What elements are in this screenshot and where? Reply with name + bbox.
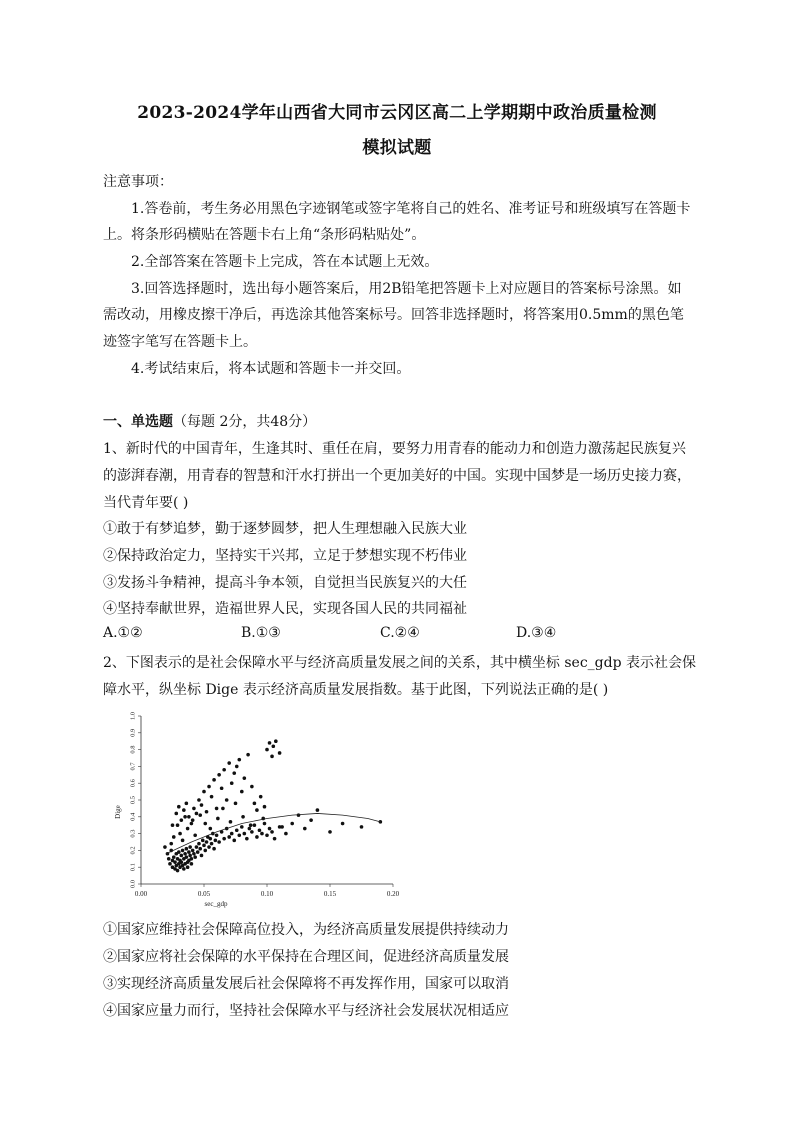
- data-point: [177, 805, 181, 809]
- question-1-stem: 当代青年要( ): [103, 495, 189, 511]
- data-point: [173, 860, 177, 864]
- data-point: [186, 865, 190, 869]
- question-1-stem: 的澎湃春潮，用青春的智慧和汗水打拼出一个更加美好的中国。实现中国梦是一场历史接力赛，: [103, 468, 691, 484]
- data-point: [227, 761, 231, 765]
- data-point: [186, 827, 190, 831]
- data-point: [216, 817, 220, 821]
- data-point: [198, 813, 202, 817]
- data-point: [273, 837, 277, 841]
- data-point: [234, 802, 238, 806]
- data-point: [263, 805, 267, 809]
- y-tick-label: 0.3: [129, 829, 137, 838]
- section-title: 一、单选题: [103, 414, 173, 430]
- data-point: [181, 849, 185, 853]
- data-point: [172, 835, 176, 839]
- notice-line: 1.答卷前，考生务必用黑色字迹钢笔或签字笔将自己的姓名、准考证号和班级填写在答题卡: [131, 201, 691, 217]
- section-heading: [103, 411, 316, 431]
- data-point: [185, 855, 189, 859]
- data-point: [229, 820, 233, 824]
- data-point: [232, 771, 236, 775]
- question-1-choice-c[interactable]: C.②④: [380, 625, 420, 641]
- notice-line: 需改动，用橡皮擦干净后，再选涂其他答案标号。回答非选择题时，将答案用0.5mm的黑色笔: [103, 307, 684, 323]
- data-point: [272, 744, 276, 748]
- data-point: [253, 823, 257, 827]
- question-1-item: ①敢于有梦追梦，勤于逐梦圆梦，把人生理想融入民族大业: [103, 521, 467, 537]
- data-point: [237, 758, 241, 762]
- data-point: [225, 798, 229, 802]
- data-point: [174, 812, 178, 816]
- data-point: [176, 869, 180, 873]
- data-point: [290, 822, 294, 826]
- data-point: [202, 844, 206, 848]
- question-2-item: ①国家应维持社会保障高位投入，为经济高质量发展提供持续动力: [103, 922, 509, 938]
- data-point: [259, 795, 263, 799]
- data-point: [268, 741, 272, 745]
- data-point: [309, 818, 313, 822]
- notice-line: 上。将条形码横贴在答题卡右上角“条形码粘贴处”。: [103, 227, 426, 243]
- y-axis-label: Dige: [114, 805, 122, 819]
- data-point: [197, 842, 201, 846]
- data-point: [230, 832, 234, 836]
- data-point: [182, 867, 186, 871]
- data-point: [215, 807, 219, 811]
- data-point: [178, 832, 182, 836]
- data-point: [196, 850, 200, 854]
- data-point: [182, 808, 186, 812]
- x-tick-label: 0.10: [260, 890, 274, 898]
- data-point: [265, 748, 269, 752]
- data-point: [217, 840, 221, 844]
- y-tick-label: 0.6: [129, 779, 137, 788]
- data-point: [227, 835, 231, 839]
- data-point: [176, 823, 180, 827]
- data-point: [274, 739, 278, 743]
- data-point: [191, 818, 195, 822]
- exam-title-line2: 模拟试题: [362, 138, 432, 158]
- y-tick-label: 0.5: [129, 795, 137, 805]
- data-point: [203, 849, 207, 853]
- data-point: [209, 827, 213, 831]
- data-point: [163, 845, 167, 849]
- data-point: [200, 803, 204, 807]
- data-point: [220, 786, 224, 790]
- data-point: [205, 810, 209, 814]
- x-tick-label: 0.15: [323, 890, 337, 898]
- data-point: [268, 827, 272, 831]
- data-point: [265, 833, 269, 837]
- data-point: [195, 845, 199, 849]
- data-point: [180, 854, 184, 858]
- data-point: [205, 840, 209, 844]
- data-point: [328, 830, 332, 834]
- data-point: [250, 785, 254, 789]
- y-tick-label: 0.7: [129, 762, 137, 771]
- data-point: [212, 778, 216, 782]
- notice-line: 3.回答选择题时，选出每小题答案后，用2B铅笔把答题卡上对应题目的答案标号涂黑。如: [131, 281, 682, 297]
- data-point: [215, 833, 219, 837]
- fit-curve-line: [166, 813, 380, 853]
- data-point: [214, 839, 218, 843]
- data-point: [249, 823, 253, 827]
- data-point: [169, 842, 173, 846]
- question-1-item: ②保持政治定力，坚持实干兴邦，立足于梦想实现不朽伟业: [103, 548, 467, 564]
- y-tick-label: 0.2: [129, 846, 137, 855]
- data-point: [240, 825, 244, 829]
- data-point: [188, 845, 192, 849]
- data-point: [198, 847, 202, 851]
- data-point: [209, 837, 213, 841]
- exam-title-line1: 2023-2024学年山西省大同市云冈区高二上学期期中政治质量检测: [137, 103, 657, 123]
- y-tick-label: 0.1: [129, 863, 137, 872]
- y-tick-label: 0.8: [129, 745, 137, 754]
- data-point: [201, 839, 205, 843]
- data-point: [222, 837, 226, 841]
- data-point: [168, 862, 172, 866]
- data-point: [235, 765, 239, 769]
- data-point: [303, 827, 307, 831]
- data-point: [270, 830, 274, 834]
- data-point: [210, 795, 214, 799]
- x-axis-label: sec_gdp: [204, 900, 228, 908]
- data-point: [284, 832, 288, 836]
- data-point: [185, 802, 189, 806]
- data-point: [200, 854, 204, 858]
- data-point: [240, 790, 244, 794]
- data-point: [255, 835, 259, 839]
- data-point: [248, 827, 252, 831]
- data-point: [341, 822, 345, 826]
- notice-line: 4.考试结束后，将本试题和答题卡一并交回。: [131, 361, 411, 377]
- data-point: [230, 781, 234, 785]
- data-point: [245, 837, 249, 841]
- data-point: [360, 825, 364, 829]
- data-point: [210, 842, 214, 846]
- data-point: [187, 815, 191, 819]
- question-2-item: ②国家应将社会保障的水平保持在合理区间，促进经济高质量发展: [103, 949, 509, 965]
- data-point: [243, 832, 247, 836]
- data-point: [195, 812, 199, 816]
- data-point: [193, 833, 197, 837]
- data-point: [183, 852, 187, 856]
- data-point: [188, 854, 192, 858]
- x-tick-label: 0.05: [197, 890, 211, 898]
- question-1-choice-b[interactable]: B.①③: [241, 625, 281, 641]
- question-2-stem: 障水平，纵坐标 Dige 表示经济高质量发展指数。基于此图，下列说法正确的是( ): [103, 682, 609, 698]
- data-point: [250, 830, 254, 834]
- scatter-chart: [108, 708, 408, 914]
- x-tick-label: 0.00: [134, 890, 148, 898]
- data-point: [253, 802, 257, 806]
- data-point: [190, 862, 194, 866]
- question-1-item: ③发扬斗争精神，提高斗争本领，自觉担当民族复兴的大任: [103, 575, 467, 591]
- question-2-item: ④国家应量力而行，坚持社会保障水平与经济社会发展状况相适应: [103, 1003, 509, 1019]
- data-point: [207, 845, 211, 849]
- data-point: [222, 768, 226, 772]
- data-point: [255, 808, 259, 812]
- data-point: [187, 850, 191, 854]
- data-point: [246, 753, 250, 757]
- data-point: [190, 822, 194, 826]
- data-point: [207, 785, 211, 789]
- y-tick-label: 1.0: [129, 711, 137, 721]
- data-point: [258, 828, 262, 832]
- y-tick-label: 0.0: [129, 879, 137, 889]
- question-1-choice-a[interactable]: A.①②: [103, 625, 143, 641]
- data-point: [185, 847, 189, 851]
- data-point: [241, 815, 245, 819]
- notice-line: 迹签字笔写在答题卡上。: [103, 334, 257, 350]
- y-tick-label: 0.4: [129, 812, 137, 821]
- data-point: [203, 822, 207, 826]
- data-point: [212, 847, 216, 851]
- data-point: [181, 839, 185, 843]
- y-tick-label: 0.9: [129, 728, 137, 737]
- notice-line: 2.全部答案在答题卡上完成，答在本试题上无效。: [131, 254, 439, 270]
- data-point: [243, 776, 247, 780]
- question-2-item: ③实现经济高质量发展后社会保障将不再发挥作用，国家可以取消: [103, 976, 509, 992]
- data-point: [171, 823, 175, 827]
- data-point: [192, 852, 196, 856]
- data-point: [202, 790, 206, 794]
- data-point: [180, 818, 184, 822]
- section-note: （每题 2分，共48分）: [173, 414, 317, 430]
- question-1-choice-d[interactable]: D.③④: [516, 625, 557, 641]
- data-point: [191, 849, 195, 853]
- data-point: [183, 815, 187, 819]
- notice-heading: 注意事项：: [103, 174, 173, 190]
- question-1-stem: 1、新时代的中国青年，生逢其时、重任在肩，要努力用青春的能动力和创造力激荡起民族复兴: [103, 441, 686, 457]
- data-point: [190, 857, 194, 861]
- data-point: [263, 822, 267, 826]
- data-point: [232, 839, 236, 843]
- question-2-stem: 2、下图表示的是社会保障水平与经济高质量发展之间的关系，其中横坐标 sec_gdp 表示社会保: [103, 655, 697, 671]
- data-point: [237, 833, 241, 837]
- data-point: [177, 850, 181, 854]
- data-point: [278, 751, 282, 755]
- data-point: [217, 773, 221, 777]
- data-point: [316, 808, 320, 812]
- data-point: [197, 798, 201, 802]
- data-point: [172, 855, 176, 859]
- data-point: [221, 807, 225, 811]
- data-point: [270, 755, 274, 759]
- data-point: [235, 828, 239, 832]
- data-point: [280, 825, 284, 829]
- data-point: [192, 807, 196, 811]
- x-tick-label: 0.20: [386, 890, 400, 898]
- data-point: [260, 832, 264, 836]
- data-point: [180, 860, 184, 864]
- data-point: [193, 855, 197, 859]
- question-1-item: ④坚持奉献世界，造福世界人民，实现各国人民的共同福祉: [103, 601, 467, 617]
- data-point: [167, 857, 171, 861]
